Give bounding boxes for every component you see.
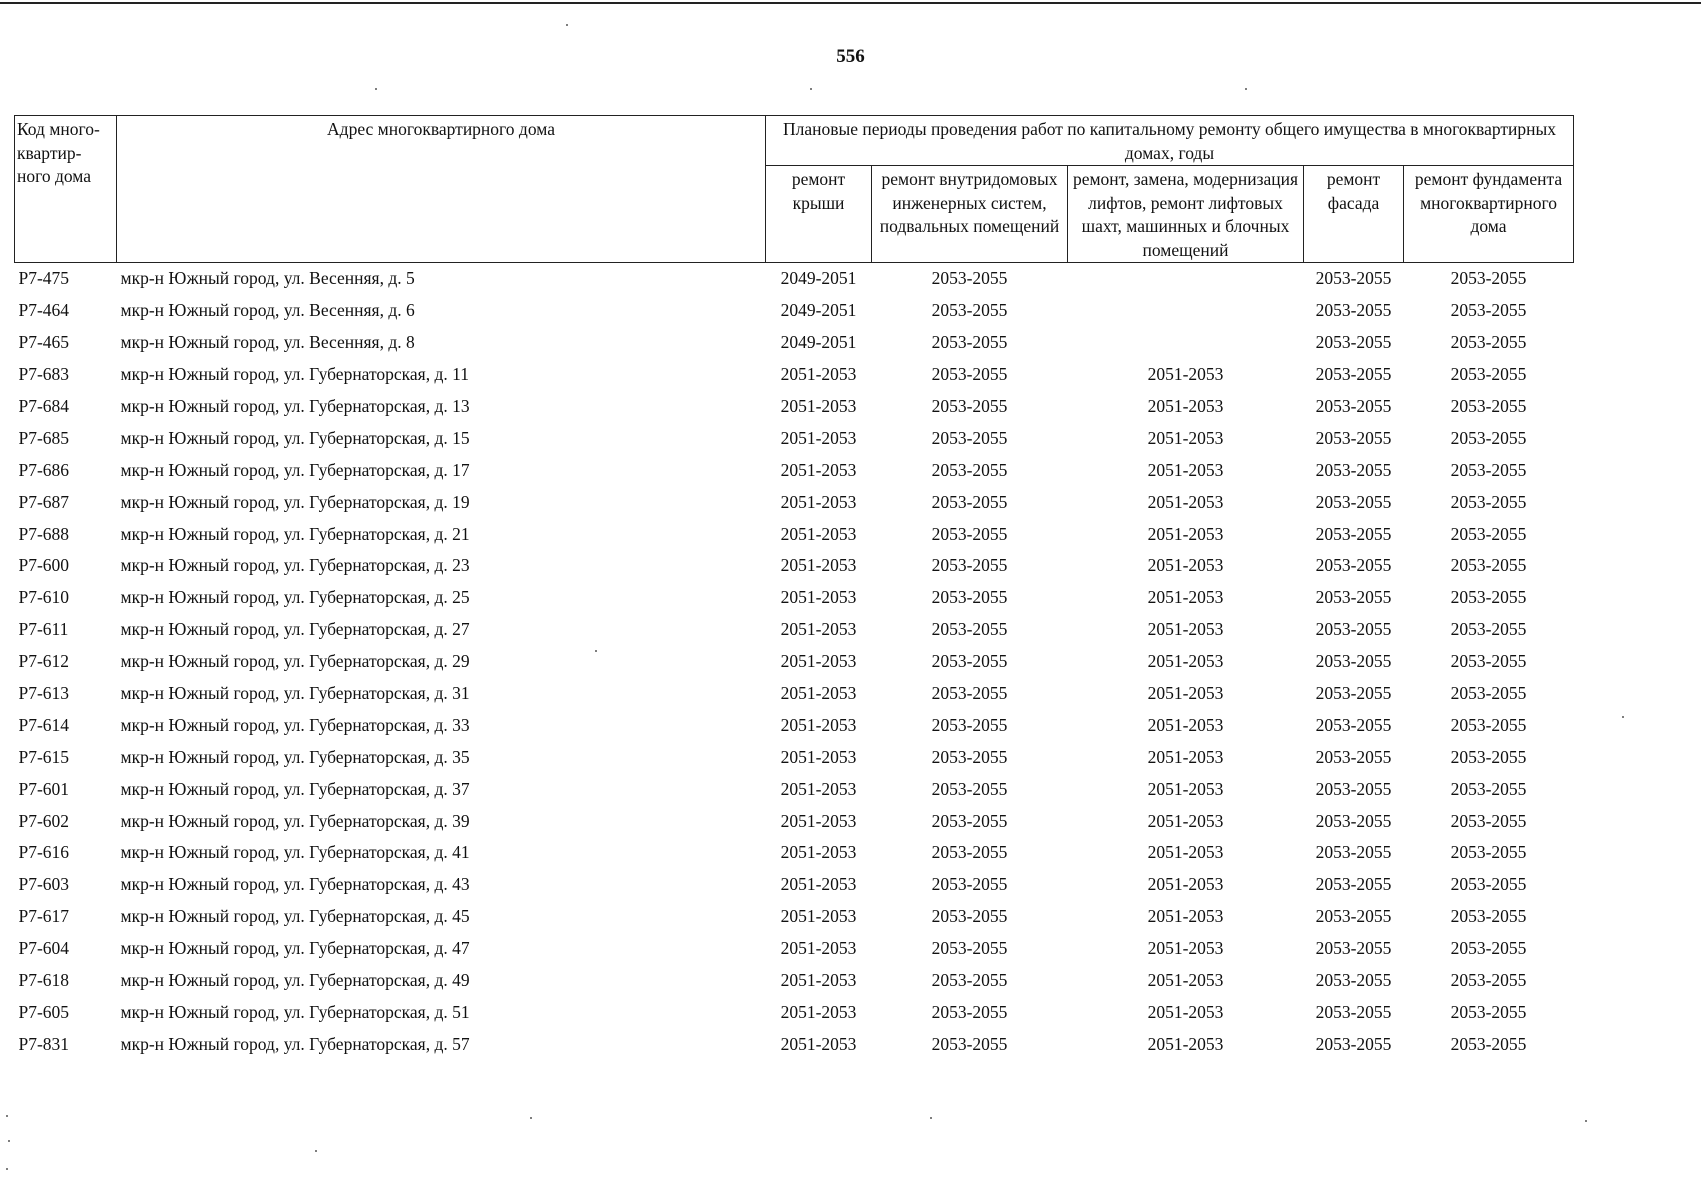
cell-foundation: 2053-2055 [1450, 842, 1527, 863]
scan-speck [6, 1168, 8, 1170]
cell-lifts: 2051-2053 [1147, 778, 1224, 799]
cell-roof: 2049-2051 [780, 300, 857, 321]
cell-lifts: 2051-2053 [1147, 396, 1224, 416]
table-row [15, 359, 1574, 391]
cell-facade: 2053-2055 [1315, 746, 1392, 767]
cell-foundation: 2053-2055 [1450, 970, 1527, 991]
cell-lifts: 2051-2053 [1147, 842, 1224, 863]
cell-foundation: 2053-2055 [1450, 427, 1527, 448]
cell-foundation: 2053-2055 [1450, 778, 1527, 799]
scan-speck [315, 1150, 317, 1152]
table-row [15, 709, 1574, 741]
cell-systems: 2053-2055 [931, 746, 1008, 767]
cell-code: Р7-684 [18, 396, 70, 416]
column-header-systems: ремонт внутридомовых инженерных систем, подвальных помещений [872, 166, 1068, 263]
cell-address: мкр-н Южный город, ул. Губернаторская, д. 35 [120, 746, 470, 767]
cell-code: Р7-615 [18, 746, 70, 767]
cell-facade: 2053-2055 [1315, 523, 1392, 544]
cell-foundation: 2053-2055 [1450, 938, 1527, 959]
cell-code: Р7-601 [18, 778, 70, 799]
cell-facade: 2053-2055 [1315, 587, 1392, 608]
scan-speck [810, 88, 812, 90]
cell-code: Р7-688 [18, 523, 70, 544]
cell-roof: 2051-2053 [780, 491, 857, 512]
cell-code: Р7-617 [18, 906, 70, 927]
cell-systems: 2053-2055 [931, 555, 1008, 576]
cell-code: Р7-686 [18, 459, 70, 480]
column-header-periods: Плановые периоды проведения работ по капитальному ремонту общего имущества в многоквартирных домах, годы [766, 116, 1574, 166]
cell-foundation: 2053-2055 [1450, 651, 1527, 672]
cell-address: мкр-н Южный город, ул. Губернаторская, д. 41 [120, 842, 470, 863]
page-number: 556 [836, 46, 865, 67]
cell-facade: 2053-2055 [1315, 619, 1392, 640]
cell-lifts: 2051-2053 [1147, 810, 1224, 831]
cell-systems: 2053-2055 [931, 842, 1008, 863]
cell-roof: 2051-2053 [780, 459, 857, 480]
table-row [15, 1028, 1574, 1060]
cell-facade: 2053-2055 [1315, 938, 1392, 959]
cell-systems: 2053-2055 [931, 364, 1008, 385]
cell-roof: 2051-2053 [780, 938, 857, 959]
table-row [15, 295, 1574, 327]
cell-address: мкр-н Южный город, ул. Губернаторская, д. 15 [120, 427, 470, 448]
cell-lifts: 2051-2053 [1147, 1001, 1224, 1022]
cell-foundation: 2053-2055 [1450, 523, 1527, 544]
scan-speck [595, 650, 597, 652]
cell-facade: 2053-2055 [1315, 555, 1392, 576]
cell-code: Р7-611 [18, 619, 69, 640]
cell-code: Р7-683 [18, 364, 70, 385]
cell-code: Р7-610 [18, 587, 70, 608]
cell-roof: 2049-2051 [780, 268, 857, 289]
cell-code: Р7-475 [18, 268, 70, 289]
cell-roof: 2051-2053 [780, 906, 857, 927]
cell-address: мкр-н Южный город, ул. Весенняя, д. 5 [120, 268, 415, 289]
table-row [15, 454, 1574, 486]
table-row [15, 391, 1574, 423]
scan-speck [1622, 716, 1624, 718]
cell-facade: 2053-2055 [1315, 842, 1392, 863]
cell-systems: 2053-2055 [931, 268, 1008, 289]
scan-speck [1585, 1120, 1587, 1122]
table-row [15, 518, 1574, 550]
cell-lifts: 2051-2053 [1147, 555, 1224, 576]
table-row [15, 646, 1574, 678]
cell-code: Р7-465 [18, 332, 70, 353]
cell-address: мкр-н Южный город, ул. Губернаторская, д. 49 [120, 970, 470, 991]
cell-systems: 2053-2055 [931, 300, 1008, 321]
cell-roof: 2049-2051 [780, 332, 857, 353]
cell-code: Р7-600 [18, 555, 70, 576]
cell-address: мкр-н Южный город, ул. Губернаторская, д. 39 [120, 810, 470, 831]
scan-speck [375, 88, 377, 90]
cell-roof: 2051-2053 [780, 1033, 857, 1054]
cell-foundation: 2053-2055 [1450, 300, 1527, 321]
cell-lifts: 2051-2053 [1147, 683, 1224, 704]
table-row [15, 422, 1574, 454]
scan-speck [930, 1117, 932, 1119]
cell-roof: 2051-2053 [780, 810, 857, 831]
table-row [15, 741, 1574, 773]
cell-roof: 2051-2053 [780, 364, 857, 385]
cell-roof: 2051-2053 [780, 842, 857, 863]
cell-lifts: 2051-2053 [1147, 970, 1224, 991]
cell-code: Р7-687 [18, 491, 70, 512]
cell-facade: 2053-2055 [1315, 268, 1392, 289]
cell-lifts: 2051-2053 [1147, 523, 1224, 544]
cell-facade: 2053-2055 [1315, 874, 1392, 895]
cell-foundation: 2053-2055 [1450, 459, 1527, 480]
cell-facade: 2053-2055 [1315, 1033, 1392, 1054]
table-row [15, 486, 1574, 518]
cell-address: мкр-н Южный город, ул. Губернаторская, д. 47 [120, 938, 470, 959]
cell-code: Р7-613 [18, 683, 70, 704]
table-body [15, 263, 1574, 1061]
cell-facade: 2053-2055 [1315, 300, 1392, 321]
cell-systems: 2053-2055 [931, 714, 1008, 735]
cell-lifts: 2051-2053 [1147, 874, 1224, 895]
cell-systems: 2053-2055 [931, 619, 1008, 640]
cell-facade: 2053-2055 [1315, 491, 1392, 512]
cell-code: Р7-604 [18, 938, 70, 959]
cell-code: Р7-616 [18, 842, 70, 863]
cell-lifts: 2051-2053 [1147, 587, 1224, 608]
cell-foundation: 2053-2055 [1450, 396, 1527, 416]
cell-systems: 2053-2055 [931, 1033, 1008, 1054]
top-border-line [0, 2, 1701, 4]
cell-address: мкр-н Южный город, ул. Губернаторская, д. 11 [120, 364, 469, 385]
cell-lifts: 2051-2053 [1147, 938, 1224, 959]
cell-systems: 2053-2055 [931, 1001, 1008, 1022]
cell-code: Р7-685 [18, 427, 70, 448]
cell-foundation: 2053-2055 [1450, 364, 1527, 385]
cell-address: мкр-н Южный город, ул. Губернаторская, д. 43 [120, 874, 470, 895]
table-row [15, 869, 1574, 901]
scan-speck [8, 1140, 10, 1142]
repair-schedule-table [14, 115, 1574, 1060]
scan-speck [6, 1115, 8, 1117]
table-row [15, 805, 1574, 837]
column-header-code: Код много-квартир-ного дома [15, 116, 117, 263]
table-row [15, 614, 1574, 646]
cell-lifts [1068, 295, 1304, 327]
table-row [15, 327, 1574, 359]
cell-lifts: 2051-2053 [1147, 619, 1224, 640]
cell-facade: 2053-2055 [1315, 1001, 1392, 1022]
cell-lifts: 2051-2053 [1147, 1033, 1224, 1054]
cell-code: Р7-602 [18, 810, 70, 831]
table-row [15, 933, 1574, 965]
table-row [15, 678, 1574, 710]
cell-systems: 2053-2055 [931, 810, 1008, 831]
cell-address: мкр-н Южный город, ул. Губернаторская, д. 57 [120, 1033, 470, 1054]
cell-code: Р7-464 [18, 300, 70, 321]
cell-code: Р7-618 [18, 970, 70, 991]
table-row [15, 901, 1574, 933]
cell-address: мкр-н Южный город, ул. Губернаторская, д. 17 [120, 459, 470, 480]
cell-facade: 2053-2055 [1315, 396, 1392, 416]
cell-address: мкр-н Южный город, ул. Губернаторская, д. 51 [120, 1001, 470, 1022]
cell-roof: 2051-2053 [780, 523, 857, 544]
cell-address: мкр-н Южный город, ул. Губернаторская, д. 21 [120, 523, 470, 544]
table-header [15, 116, 1574, 263]
cell-lifts [1068, 263, 1304, 295]
cell-facade: 2053-2055 [1315, 906, 1392, 927]
cell-systems: 2053-2055 [931, 523, 1008, 544]
cell-lifts: 2051-2053 [1147, 714, 1224, 735]
cell-foundation: 2053-2055 [1450, 491, 1527, 512]
cell-facade: 2053-2055 [1315, 714, 1392, 735]
cell-roof: 2051-2053 [780, 778, 857, 799]
cell-address: мкр-н Южный город, ул. Губернаторская, д. 37 [120, 778, 470, 799]
cell-systems: 2053-2055 [931, 491, 1008, 512]
table-row [15, 263, 1574, 295]
cell-facade: 2053-2055 [1315, 459, 1392, 480]
cell-roof: 2051-2053 [780, 555, 857, 576]
cell-systems: 2053-2055 [931, 332, 1008, 353]
cell-systems: 2053-2055 [931, 587, 1008, 608]
scan-speck [530, 1117, 532, 1119]
cell-systems: 2053-2055 [931, 683, 1008, 704]
cell-facade: 2053-2055 [1315, 332, 1392, 353]
column-header-lifts: ремонт, замена, модернизация лифтов, ремонт лифтовых шахт, машинных и блочных помещений [1068, 166, 1304, 263]
table-row [15, 965, 1574, 997]
cell-roof: 2051-2053 [780, 619, 857, 640]
cell-foundation: 2053-2055 [1450, 1001, 1527, 1022]
cell-address: мкр-н Южный город, ул. Весенняя, д. 8 [120, 332, 415, 353]
cell-lifts: 2051-2053 [1147, 364, 1224, 385]
cell-foundation: 2053-2055 [1450, 1033, 1527, 1054]
cell-lifts: 2051-2053 [1147, 491, 1224, 512]
cell-code: Р7-603 [18, 874, 70, 895]
cell-facade: 2053-2055 [1315, 970, 1392, 991]
cell-lifts: 2051-2053 [1147, 906, 1224, 927]
cell-facade: 2053-2055 [1315, 427, 1392, 448]
cell-roof: 2051-2053 [780, 1001, 857, 1022]
cell-lifts: 2051-2053 [1147, 651, 1224, 672]
cell-roof: 2051-2053 [780, 970, 857, 991]
scan-speck [566, 24, 568, 26]
cell-foundation: 2053-2055 [1450, 587, 1527, 608]
cell-address: мкр-н Южный город, ул. Губернаторская, д. 33 [120, 714, 470, 735]
cell-systems: 2053-2055 [931, 651, 1008, 672]
cell-foundation: 2053-2055 [1450, 906, 1527, 927]
cell-systems: 2053-2055 [931, 778, 1008, 799]
cell-foundation: 2053-2055 [1450, 714, 1527, 735]
table-row [15, 550, 1574, 582]
table-row [15, 996, 1574, 1028]
cell-lifts [1068, 327, 1304, 359]
column-header-roof: ремонт крыши [766, 166, 872, 263]
cell-systems: 2053-2055 [931, 906, 1008, 927]
cell-roof: 2051-2053 [780, 874, 857, 895]
cell-roof: 2051-2053 [780, 683, 857, 704]
cell-facade: 2053-2055 [1315, 683, 1392, 704]
cell-foundation: 2053-2055 [1450, 746, 1527, 767]
cell-address: мкр-н Южный город, ул. Губернаторская, д. 31 [120, 683, 470, 704]
cell-systems: 2053-2055 [931, 970, 1008, 991]
column-header-facade: ремонт фасада [1304, 166, 1404, 263]
cell-systems: 2053-2055 [931, 459, 1008, 480]
cell-code: Р7-614 [18, 714, 70, 735]
cell-foundation: 2053-2055 [1450, 874, 1527, 895]
cell-address: мкр-н Южный город, ул. Губернаторская, д. 23 [120, 555, 470, 576]
table-row [15, 773, 1574, 805]
cell-systems: 2053-2055 [931, 874, 1008, 895]
cell-foundation: 2053-2055 [1450, 810, 1527, 831]
cell-foundation: 2053-2055 [1450, 619, 1527, 640]
cell-address: мкр-н Южный город, ул. Губернаторская, д. 45 [120, 906, 470, 927]
table-row [15, 837, 1574, 869]
cell-roof: 2051-2053 [780, 396, 857, 416]
cell-systems: 2053-2055 [931, 396, 1008, 416]
cell-code: Р7-612 [18, 651, 70, 672]
cell-systems: 2053-2055 [931, 427, 1008, 448]
cell-foundation: 2053-2055 [1450, 555, 1527, 576]
cell-systems: 2053-2055 [931, 938, 1008, 959]
scan-speck [1245, 88, 1247, 90]
cell-code: Р7-605 [18, 1001, 70, 1022]
column-header-address: Адрес многоквартирного дома [117, 116, 766, 263]
cell-lifts: 2051-2053 [1147, 459, 1224, 480]
cell-roof: 2051-2053 [780, 427, 857, 448]
cell-facade: 2053-2055 [1315, 364, 1392, 385]
cell-lifts: 2051-2053 [1147, 427, 1224, 448]
cell-facade: 2053-2055 [1315, 778, 1392, 799]
cell-roof: 2051-2053 [780, 746, 857, 767]
cell-address: мкр-н Южный город, ул. Губернаторская, д. 13 [120, 396, 470, 416]
cell-address: мкр-н Южный город, ул. Губернаторская, д. 29 [120, 651, 470, 672]
cell-address: мкр-н Южный город, ул. Губернаторская, д. 25 [120, 587, 470, 608]
table-row [15, 582, 1574, 614]
cell-facade: 2053-2055 [1315, 810, 1392, 831]
cell-foundation: 2053-2055 [1450, 332, 1527, 353]
cell-roof: 2051-2053 [780, 587, 857, 608]
cell-roof: 2051-2053 [780, 714, 857, 735]
cell-address: мкр-н Южный город, ул. Губернаторская, д. 19 [120, 491, 470, 512]
cell-facade: 2053-2055 [1315, 651, 1392, 672]
cell-roof: 2051-2053 [780, 651, 857, 672]
cell-address: мкр-н Южный город, ул. Весенняя, д. 6 [120, 300, 415, 321]
column-header-foundation: ремонт фундамента многоквартирного дома [1404, 166, 1574, 263]
cell-code: Р7-831 [18, 1033, 70, 1054]
cell-foundation: 2053-2055 [1450, 268, 1527, 289]
cell-address: мкр-н Южный город, ул. Губернаторская, д. 27 [120, 619, 470, 640]
cell-lifts: 2051-2053 [1147, 746, 1224, 767]
cell-foundation: 2053-2055 [1450, 683, 1527, 704]
